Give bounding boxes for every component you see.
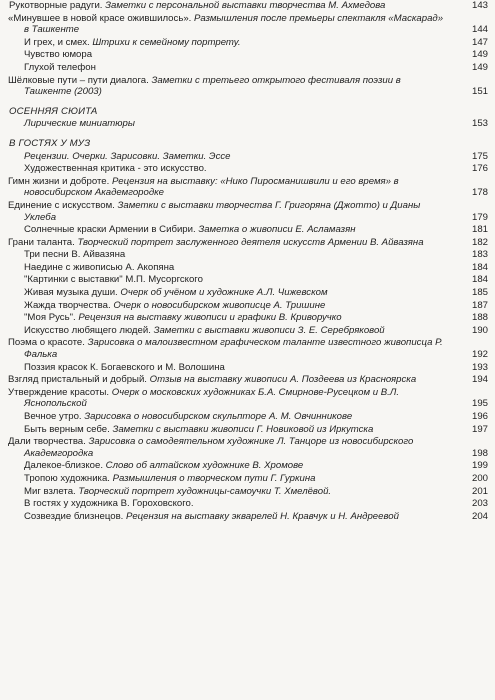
entry-title: Солнечные краски Армении в Сибири. xyxy=(24,224,199,236)
entry-title: Рукотворные радуги. xyxy=(9,0,106,11)
entry-title: Взгляд пристальный и добрый. xyxy=(8,374,150,386)
toc-entry xyxy=(8,498,490,510)
toc-entry xyxy=(8,424,490,436)
page-number: 200 xyxy=(471,472,488,484)
entry-subtitle: Рецензии. Очерки. Зарисовки. Заметки. Эссе xyxy=(24,150,231,162)
entry-title: Гимн жизни и доброте. xyxy=(8,175,112,187)
entry-subtitle: Творческий портрет заслуженного деятеля искусств Армении В. Айвазяна xyxy=(77,236,424,248)
page-number: 196 xyxy=(471,411,488,422)
toc-entry xyxy=(8,237,490,249)
toc-entry xyxy=(8,118,490,130)
entry-subtitle: Рецензия на выставку: «Нико Пиросманишвили и его время» в новосибирском Академгородке xyxy=(24,175,399,199)
toc-entry xyxy=(8,75,490,98)
entry-title: Шёлковые пути – пути диалога. xyxy=(8,74,152,86)
toc-entry xyxy=(8,374,490,386)
entry-subtitle: Лирические миниатюры xyxy=(24,118,135,130)
entry-subtitle: Отзыв на выставку живописи А. Поздеева из Красноярска xyxy=(149,374,417,386)
toc-entry xyxy=(8,262,490,274)
entry-subtitle: Зарисовка о новосибирском скульпторе А. М. Овчинникове xyxy=(84,411,353,422)
entry-subtitle: Рецензия на выставку экварелей Н. Кравчук и Н. Андреевой xyxy=(126,510,399,522)
page-number: 175 xyxy=(471,150,488,162)
page-number: 184 xyxy=(471,261,488,273)
entry-title: Дали творчества. xyxy=(8,436,89,448)
toc-entry xyxy=(8,151,490,163)
entry-subtitle: Творческий портрет художницы-самоучки Т. Хмелёвой. xyxy=(78,485,332,497)
toc-entry xyxy=(8,460,490,472)
page-number: 183 xyxy=(471,249,488,261)
entry-title: Тропою художника. xyxy=(24,472,113,484)
entry-title: Глухой телефон xyxy=(24,61,96,73)
entry-subtitle: Размышления после премьеры спектакля «Маскарад» в Ташкенте xyxy=(24,12,444,36)
entry-title: Наедине с живописью А. Акопяна xyxy=(24,261,175,273)
toc-entry xyxy=(8,511,490,523)
entry-title: "Моя Русь". xyxy=(24,312,79,324)
table-of-contents xyxy=(8,0,490,523)
entry-subtitle: Очерк о московских художниках Б.А. Смирнове-Русецком и В.Л. Яснопольской xyxy=(24,386,400,410)
entry-subtitle: Слово об алтайском художнике В. Хромове xyxy=(105,460,304,472)
entry-title: Художественная критика - это искусство. xyxy=(24,163,207,175)
page-number: 190 xyxy=(471,324,488,336)
entry-subtitle: Заметки с выставки творчества Г. Григоряна (Джотто) и Дианы Уклеба xyxy=(24,199,421,223)
entry-title: Миг взлета. xyxy=(24,485,79,497)
entry-title: Три песни В. Айвазяна xyxy=(24,249,126,261)
entry-title: Созвездие близнецов. xyxy=(24,510,127,522)
entry-subtitle: Заметка о живописи Е. Асламазян xyxy=(198,224,356,236)
toc-entry xyxy=(8,300,490,312)
toc-entry xyxy=(8,362,490,374)
toc-entry xyxy=(8,411,490,423)
entry-subtitle: Очерк о новосибирском живописце А. Тришине xyxy=(113,299,326,311)
toc-entry xyxy=(8,436,490,459)
toc-entry xyxy=(8,200,490,223)
toc-entry xyxy=(8,274,490,286)
entry-subtitle: Заметки с выставки живописи Г. Новиковой из Иркутска xyxy=(112,423,374,435)
toc-entry xyxy=(8,387,490,410)
toc-entry xyxy=(8,473,490,485)
page-number: 149 xyxy=(471,49,488,61)
toc-entry xyxy=(8,224,490,236)
page-number: 181 xyxy=(471,224,488,236)
page-number: 204 xyxy=(471,510,488,522)
toc-entry xyxy=(8,49,490,61)
toc-entry xyxy=(8,62,490,74)
entry-title: Искусство любящего людей. xyxy=(24,324,154,336)
entry-title: Вечное утро. xyxy=(24,411,85,422)
entry-title: Далекое-близкое. xyxy=(24,460,106,472)
toc-entry xyxy=(8,486,490,498)
toc-entry xyxy=(8,312,490,324)
entry-subtitle: Штрихи к семейному портрету. xyxy=(92,36,241,48)
toc-entry xyxy=(8,325,490,337)
entry-subtitle: Очерк об учёном и художнике А.Л. Чижевском xyxy=(120,287,328,299)
toc-entry xyxy=(8,0,490,12)
entry-title: В гостях у художника В. Гороховского. xyxy=(24,498,194,510)
entry-subtitle: Заметки с выставки живописи З. Е. Серебряковой xyxy=(153,324,385,336)
entry-title: Грани таланта. xyxy=(8,236,78,248)
toc-entry xyxy=(8,163,490,175)
entry-subtitle: Зарисовка о самодеятельном художнике Л. Танцоре из новосибирского Академгородка xyxy=(24,436,414,459)
entry-title: Поззия красок К. Богаевского и М. Волошина xyxy=(24,361,225,373)
entry-subtitle: Рецензия на выставку живописи и графики В. Криворучко xyxy=(78,312,342,324)
entry-title: Живая музыка души. xyxy=(24,287,121,299)
page-number: 203 xyxy=(471,498,488,510)
page-number: 153 xyxy=(471,118,488,130)
entry-title: "Картинки с выставки" М.П. Мусоргского xyxy=(24,274,203,286)
page-number: 199 xyxy=(471,460,488,472)
page-number: 184 xyxy=(471,274,488,286)
page-number: 197 xyxy=(471,423,488,435)
entry-title: И грех, и смех. xyxy=(24,36,93,48)
entry-title: «Минувшее в новой красе ожившилось». xyxy=(8,12,194,24)
toc-entry xyxy=(8,37,490,49)
toc-entry xyxy=(8,249,490,261)
page-number: 176 xyxy=(471,163,488,175)
entry-subtitle: Зарисовка о малоизвестном графическом таланте известного живописца Р. Фалька xyxy=(24,337,443,361)
section-heading: В ГОСТЯХ У МУЗ xyxy=(9,137,91,149)
page-number: 143 xyxy=(471,0,488,11)
entry-title: Единение с искусством. xyxy=(8,199,118,211)
entry-title: Жажда творчества. xyxy=(24,299,114,311)
page-number: 188 xyxy=(471,312,488,324)
toc-entry xyxy=(8,287,490,299)
entry-title: Утверждение красоты. xyxy=(8,386,112,398)
entry-title: Чувство юмора xyxy=(24,49,93,61)
toc-entry xyxy=(8,13,490,36)
page-number: 201 xyxy=(471,485,488,497)
entry-title: Поэма о красоте. xyxy=(8,337,88,349)
entry-subtitle: Размышления о творческом пути Г. Гуркина xyxy=(112,472,316,484)
page-number: 185 xyxy=(471,287,488,299)
page-number: 193 xyxy=(471,361,488,373)
toc-entry xyxy=(8,176,490,199)
entry-title: Быть верным себе. xyxy=(24,423,113,435)
entry-subtitle: Заметки с третьего открытого фестиваля поэзии в Ташкенте (2003) xyxy=(24,74,401,98)
entry-subtitle: Заметки с персональной выставки творчества М. Ахмедова xyxy=(105,0,386,11)
page-number: 147 xyxy=(471,36,488,48)
section-heading: ОСЕННЯЯ СЮИТА xyxy=(9,105,98,117)
toc-entry xyxy=(8,337,490,360)
page-number: 187 xyxy=(471,299,488,311)
page-number: 149 xyxy=(471,61,488,73)
